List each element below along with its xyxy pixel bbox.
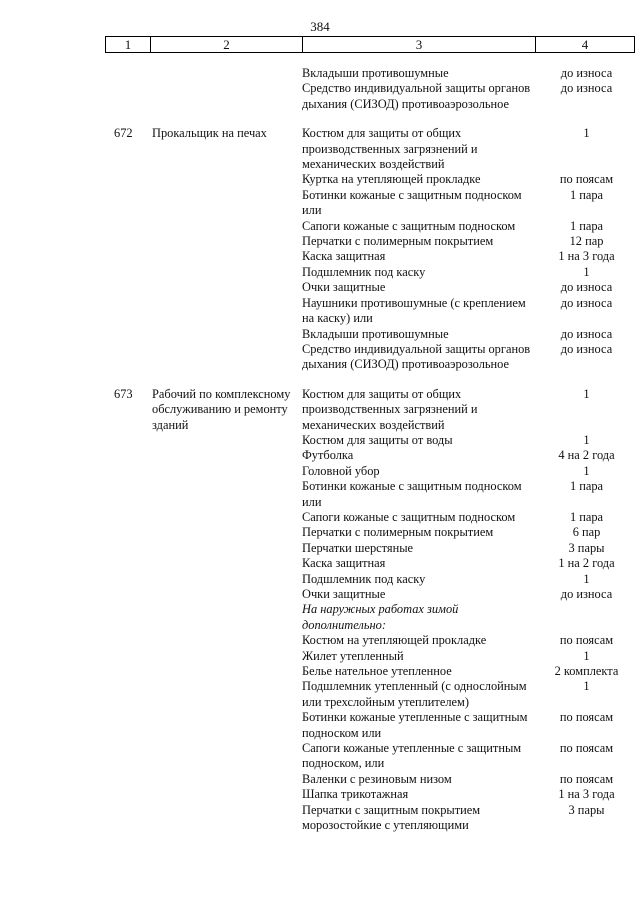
ppe-item-norm: 3 пары	[568, 802, 605, 817]
ppe-item-name: Сапоги кожаные с защитным подноском	[302, 218, 516, 233]
ppe-item-norm: до износа	[560, 81, 613, 96]
entry-number: 673	[114, 386, 133, 401]
ppe-item-norm: 1	[583, 386, 590, 401]
ppe-item-name: Сапоги кожаные утепленные с защитным подноском, или	[302, 741, 522, 771]
ppe-row	[302, 448, 635, 463]
ppe-item-norm: по поясам	[559, 633, 614, 648]
ppe-item-name: Футболка	[302, 448, 354, 463]
ppe-row	[302, 433, 635, 448]
ppe-row	[302, 249, 635, 264]
profession-entry	[0, 387, 640, 834]
ppe-item-norm: по поясам	[559, 710, 614, 725]
ppe-list	[302, 387, 635, 834]
ppe-item-norm: до износа	[560, 295, 613, 310]
ppe-item-name: Перчатки с полимерным покрытием	[302, 525, 494, 540]
ppe-item-norm: до износа	[560, 587, 613, 601]
ppe-row	[302, 265, 635, 280]
ppe-item-norm: 1 на 3 года	[558, 787, 615, 802]
ppe-row	[302, 296, 635, 327]
ppe-item-norm: 1	[583, 648, 590, 663]
ppe-row	[302, 81, 635, 112]
ppe-item-name: Жилет утепленный	[302, 648, 404, 663]
ppe-item-name: Вкладыши противошумные	[302, 326, 449, 341]
ppe-item-name: Очки защитные	[302, 280, 386, 295]
ppe-row	[302, 541, 635, 556]
ppe-item-norm: 1 на 2 года	[558, 556, 615, 571]
ppe-item-norm: 1 пара	[569, 218, 604, 233]
ppe-item-norm: до износа	[560, 326, 613, 341]
section-spacer	[0, 112, 640, 126]
table-header	[105, 36, 635, 53]
ppe-item-norm: до износа	[560, 341, 613, 356]
header-col-4: 4	[535, 37, 634, 52]
ppe-row	[302, 587, 635, 602]
profession-name: Прокальщик на печах	[152, 126, 267, 141]
ppe-item-norm: 1	[583, 463, 590, 478]
ppe-row	[302, 126, 635, 172]
entry-number: 672	[114, 126, 133, 141]
ppe-item-name: Средство индивидуальной защиты органов дыхания (СИЗОД) противоаэрозольное	[302, 341, 531, 372]
ppe-item-name: Куртка на утепляющей прокладке	[302, 172, 481, 187]
ppe-item-norm: 1	[583, 571, 590, 586]
ppe-item-norm: по поясам	[559, 771, 614, 786]
ppe-item-name: Головной убор	[302, 463, 380, 478]
ppe-item-name: Подшлемник под каску	[302, 571, 426, 586]
profession-name: Рабочий по комплексному обслуживанию и ремонту зданий	[152, 386, 291, 432]
ppe-row	[302, 710, 635, 741]
ppe-item-norm: 1	[583, 679, 590, 694]
ppe-row	[302, 679, 635, 710]
ppe-item-norm: 4 на 2 года	[558, 448, 615, 463]
ppe-item-name: Перчатки шерстяные	[302, 540, 414, 555]
ppe-row	[302, 66, 635, 81]
ppe-item-name: Средство индивидуальной защиты органов дыхания (СИЗОД) противоаэрозольное	[302, 81, 531, 111]
ppe-item-name: Подшлемник утепленный (с однослойным или трехслойным утеплителем)	[302, 679, 527, 709]
ppe-item-norm: по поясам	[559, 172, 614, 187]
ppe-item-norm: 1	[583, 126, 590, 141]
ppe-item-name: Ботинки кожаные с защитным подноском или	[302, 479, 522, 509]
ppe-item-norm: по поясам	[559, 741, 614, 756]
ppe-item-norm: 1 пара	[569, 187, 604, 202]
ppe-item-norm: 1 пара	[569, 509, 604, 524]
ppe-item-norm: до износа	[560, 66, 613, 80]
ppe-item-norm: 3 пары	[568, 540, 605, 555]
ppe-item-norm: 1 пара	[569, 479, 604, 494]
section-spacer	[0, 373, 640, 387]
ppe-row	[302, 342, 635, 373]
ppe-item-name: Ботинки кожаные утепленные с защитным подноском или	[302, 710, 528, 740]
ppe-row	[302, 572, 635, 587]
ppe-item-norm: 1 на 3 года	[558, 249, 615, 264]
ppe-list	[302, 126, 635, 373]
ppe-item-norm: 6 пар	[572, 525, 601, 540]
ppe-row	[302, 602, 635, 633]
ppe-item-name: Перчатки с полимерным покрытием	[302, 234, 494, 249]
ppe-row	[302, 219, 635, 234]
ppe-item-name: Очки защитные	[302, 587, 386, 601]
ppe-row	[302, 741, 635, 772]
ppe-row	[302, 556, 635, 571]
ppe-item-name: Валенки с резиновым низом	[302, 771, 452, 786]
ppe-item-name: Костюм для защиты от общих производственных загрязнений и механических воздействий	[302, 126, 478, 172]
ppe-item-name: Костюм на утепляющей прокладке	[302, 633, 487, 648]
ppe-row	[302, 280, 635, 295]
ppe-item-name: Каска защитная	[302, 556, 386, 571]
ppe-row	[302, 327, 635, 342]
ppe-row	[302, 664, 635, 679]
header-col-1: 1	[124, 37, 132, 52]
profession-entry	[0, 126, 640, 373]
ppe-item-norm: 2 комплекта	[554, 664, 619, 679]
ppe-item-name: Подшлемник под каску	[302, 264, 426, 279]
ppe-item-name: Костюм для защиты от общих производственных загрязнений и механических воздействий	[302, 386, 478, 432]
ppe-row	[302, 633, 635, 648]
ppe-item-name: Ботинки кожаные с защитным подноском или	[302, 187, 522, 218]
profession-entry	[0, 66, 640, 112]
table-body	[0, 66, 640, 834]
ppe-row	[302, 803, 635, 834]
ppe-row	[302, 510, 635, 525]
ppe-row	[302, 772, 635, 787]
ppe-row	[302, 464, 635, 479]
ppe-row	[302, 787, 635, 802]
ppe-item-name: Вкладыши противошумные	[302, 66, 449, 80]
ppe-row	[302, 649, 635, 664]
ppe-item-name: На наружных работах зимой дополнительно:	[302, 602, 459, 632]
ppe-row	[302, 172, 635, 187]
ppe-item-name: Наушники противошумные (с креплением на каску) или	[302, 295, 526, 326]
ppe-item-name: Белье нательное утепленное	[302, 664, 452, 679]
ppe-row	[302, 479, 635, 510]
ppe-item-norm: 12 пар	[569, 234, 604, 249]
ppe-item-norm: 1	[583, 264, 590, 279]
ppe-item-name: Каска защитная	[302, 249, 386, 264]
ppe-row	[302, 387, 635, 433]
ppe-item-norm: 1	[583, 432, 590, 447]
ppe-item-name: Костюм для защиты от воды	[302, 432, 453, 447]
ppe-row	[302, 188, 635, 219]
ppe-row	[302, 234, 635, 249]
ppe-item-norm: до износа	[560, 280, 613, 295]
ppe-item-name: Перчатки с защитным покрытием морозостойкие с утепляющими	[302, 802, 481, 833]
page-number: 384	[310, 19, 330, 34]
ppe-item-name: Шапка трикотажная	[302, 787, 409, 802]
ppe-row	[302, 525, 635, 540]
ppe-item-name: Сапоги кожаные с защитным подноском	[302, 509, 516, 524]
header-col-2: 2	[150, 37, 302, 52]
ppe-list	[302, 66, 635, 112]
header-col-3: 3	[302, 37, 535, 52]
